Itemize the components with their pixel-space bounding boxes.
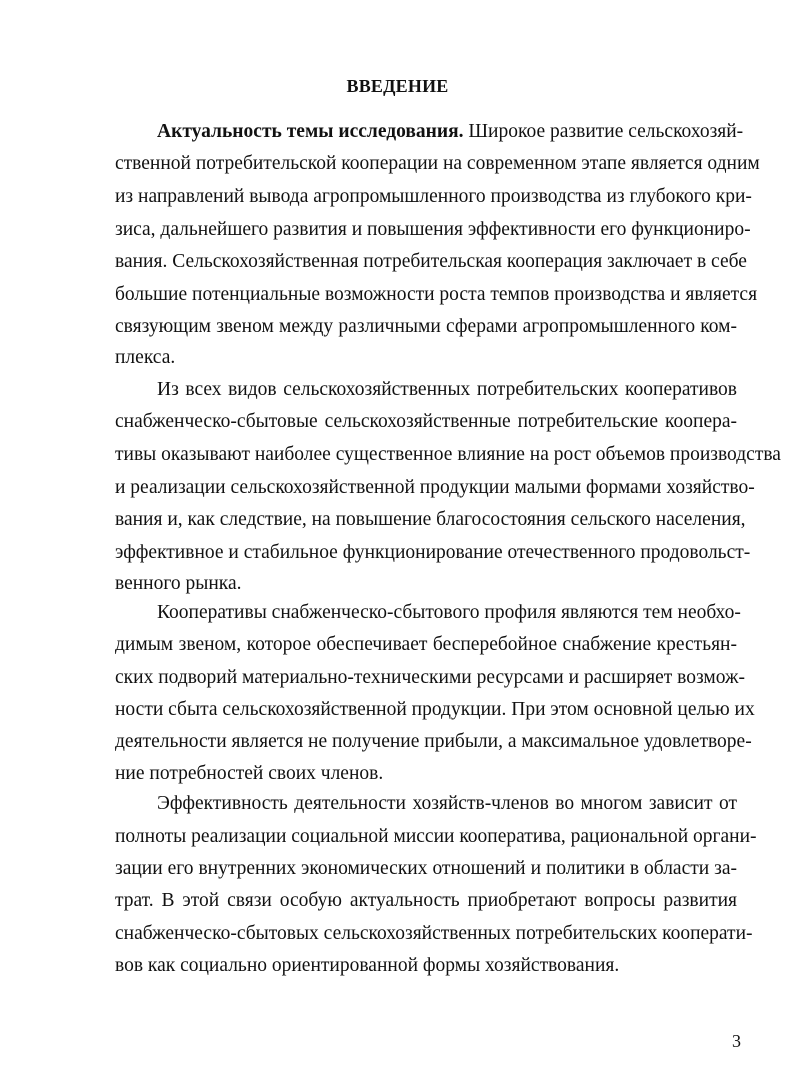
paragraph-2-line-2: снабженческо-сбытовые сельскохозяйственные потребительские коопера- [115,411,737,432]
paragraph-2-line-4: и реализации сельскохозяйственной продукции малыми формами хозяйство- [115,477,755,498]
paragraph-1-line-5: вания. Сельскохозяйственная потребительская кооперация заключает в себе [115,251,747,272]
paragraph-4-line-5: снабженческо-сбытовых сельскохозяйственных потребительских кооперати- [115,923,753,944]
paragraph-3-line-2: димым звеном, которое обеспечивает бесперебойное снабжение крестьян- [115,634,737,655]
paragraph-2-line-3: тивы оказывают наиболее существенное влияние на рост объемов производства [115,444,781,465]
paragraph-1-line-7: связующим звеном между различными сферами агропромышленного ком- [115,316,737,337]
paragraph-3-line-5: деятельности является не получение прибыли, а максимальное удовлетворе- [115,731,752,752]
paragraph-2-line-7: венного рынка. [115,573,242,594]
paragraph-1-line-1: Актуальность темы исследования. Широкое развитие сельскохозяй- [157,121,744,142]
page-number: 3 [732,1031,741,1051]
paragraph-1-line-4: зиса, дальнейшего развития и повышения эффективности его функциониро- [115,219,751,240]
paragraph-3-line-6: ние потребностей своих членов. [115,763,384,784]
paragraph-2-line-5: вания и, как следствие, на повышение благосостояния сельского населения, [115,509,746,530]
paragraph-3-line-4: ности сбыта сельскохозяйственной продукции. При этом основной целью их [115,699,755,720]
paragraph-4-line-1: Эффективность деятельности хозяйств-членов во многом зависит от [157,793,737,814]
paragraph-2-line-6: эффективное и стабильное функционирование отечественного продовольст- [115,542,751,563]
paragraph-4-line-6: вов как социально ориентированной формы хозяйствования. [115,955,620,976]
paragraph-3-line-3: ских подворий материально-техническими ресурсами и расширяет возмож- [115,667,746,688]
lead-phrase: Актуальность темы исследования. [157,121,464,142]
paragraph-1-line-8: плекса. [115,347,176,368]
paragraph-4-line-4: трат. В этой связи особую актуальность приобретают вопросы развития [115,890,737,911]
paragraph-4-line-3: зации его внутренних экономических отношений и политики в области за- [115,858,737,879]
paragraph-1-line-6: большие потенциальные возможности роста темпов производства и является [115,284,758,305]
paragraph-4-line-2: полноты реализации социальной миссии кооператива, рациональной органи- [115,826,757,847]
page-title: ВВЕДЕНИЕ [346,76,449,96]
paragraph-3-line-1: Кооперативы снабженческо-сбытового профиля являются тем необхо- [157,602,741,623]
paragraph-1-line-2: ственной потребительской кооперации на современном этапе является одним [115,153,760,174]
paragraph-1-line-3: из направлений вывода агропромышленного производства из глубокого кри- [115,186,752,207]
paragraph-2-line-1: Из всех видов сельскохозяйственных потребительских кооперативов [157,379,737,400]
